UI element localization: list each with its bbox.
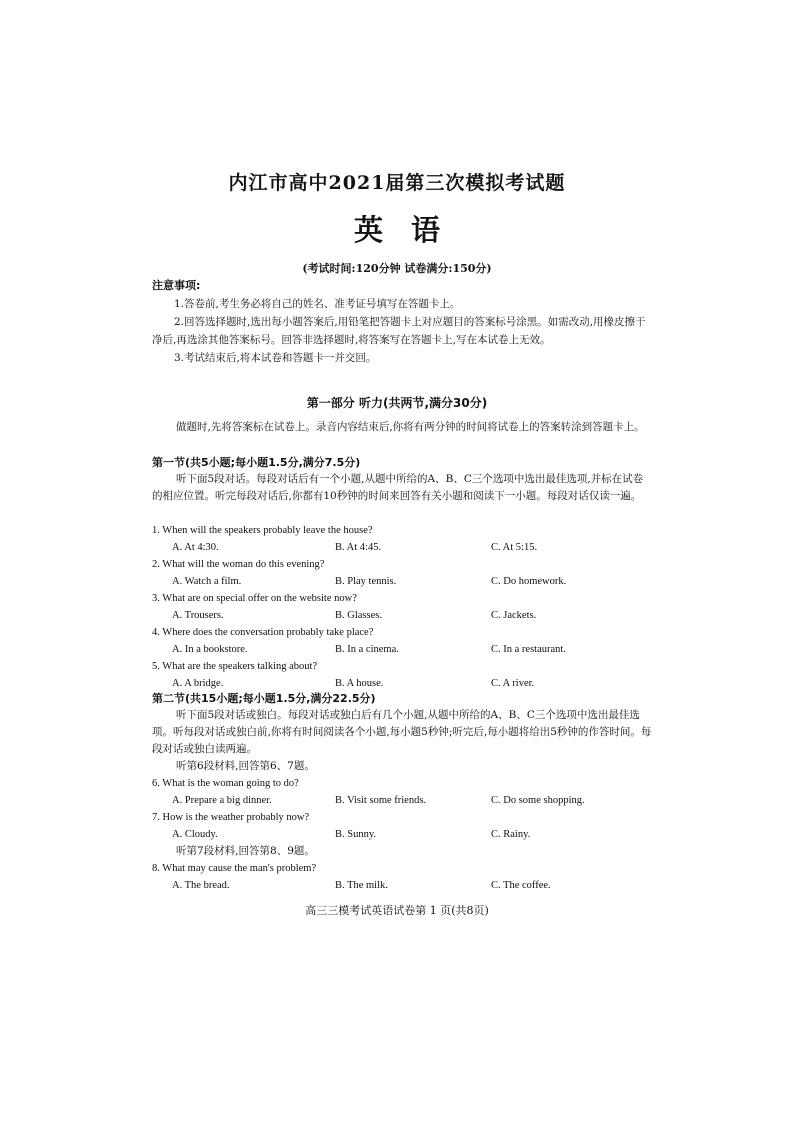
question-6: 6. What is the woman going to do? [152,778,299,789]
question-7: 7. How is the weather probably now? [152,812,310,823]
question-5: 5. What are the speakers talking about? [152,661,318,672]
question-1-options [152,539,652,556]
material-6-note: 听第6段材料,回答第6、7题。 [176,760,315,772]
notes-block [152,277,652,367]
section2-heading: 第二节(共15小题;每小题1.5分,满分22.5分) [152,692,376,705]
material-7-note: 听第7段材料,回答第8、9题。 [176,845,315,857]
option-b: B. At 4:45. [335,542,382,553]
question-3: 3. What are on special offer on the website now? [152,593,357,604]
option-a: A. At 4:30. [172,542,219,553]
question-2-options [152,573,652,590]
question-2: 2. What will the woman do this evening? [152,559,325,570]
question-6-options [152,792,652,809]
option-a: A. The bread. [172,880,230,891]
note-item: 3.考试结束后,将本试卷和答题卡一并交回。 [174,352,377,364]
option-c: C. Jackets. [491,610,537,621]
option-b: B. In a cinema. [335,644,399,655]
subject-title: 英语 [353,213,468,247]
note-item: 1.答卷前,考生务必将自己的姓名、准考证号填写在答题卡上。 [174,298,461,310]
option-b: B. Play tennis. [335,576,397,587]
option-a: A. Prepare a big dinner. [172,795,272,806]
section1-heading: 第一节(共5小题;每小题1.5分,满分7.5分) [152,456,361,469]
page-footer: 高三三模考试英语试卷第 1 页(共8页) [305,904,489,917]
option-b: B. The milk. [335,880,388,891]
exam-info: (考试时间:120分钟 试卷满分:150分) [302,262,492,275]
option-b: B. A house. [335,678,384,689]
option-c: C. A river. [491,678,535,689]
option-b: B. Sunny. [335,829,377,840]
part1-title: 第一部分 听力(共两节,满分30分) [306,396,488,410]
option-a: A. Cloudy. [172,829,218,840]
section1-description: 听下面5段对话。每段对话后有一个小题,从题中所给的A、B、C三个选项中选出最佳选项,并标在试卷的相应位置。听完每段对话后,你都有10秒钟的时间来回答有关小题和阅读下一小题。每段对话仅读一遍。 [152,473,644,502]
option-a: A. In a bookstore. [172,644,248,655]
part1-intro-text: 做题时,先将答案标在试卷上。录音内容结束后,你将有两分钟的时间将试卷上的答案转涂到答题卡上。 [176,421,645,433]
option-b: B. Visit some friends. [335,795,427,806]
question-1: 1. When will the speakers probably leave the house? [152,525,373,536]
option-c: C. At 5:15. [491,542,538,553]
notes-heading: 注意事项: [152,279,201,292]
part1-intro [152,418,652,436]
note-item: 2.回答选择题时,选出每小题答案后,用铅笔把答题卡上对应题目的答案标号涂黑。如需改动,用橡皮擦干净后,再选涂其他答案标号。回答非选择题时,将答案写在答题卡上,写在本试卷上无效。 [152,316,646,346]
question-8-options [152,877,652,894]
option-c: C. The coffee. [491,880,551,891]
option-b: B. Glasses. [335,610,382,621]
section1-questions [152,522,652,692]
question-4: 4. Where does the conversation probably take place? [152,627,374,638]
section1-block [152,454,652,505]
option-c: C. In a restaurant. [491,644,566,655]
question-3-options [152,607,652,624]
question-7-options [152,826,652,843]
option-a: A. Trousers. [172,610,224,621]
option-c: C. Do some shopping. [491,795,585,806]
section2-questions [152,775,652,894]
section2-block [152,690,652,775]
option-c: C. Rainy. [491,829,531,840]
option-c: C. Do homework. [491,576,567,587]
section2-description: 听下面5段对话或独白。每段对话或独白后有几个小题,从题中所给的A、B、C三个选项中选出最佳选项。听每段对话或独白前,你将有时间阅读各个小题,每小题5秒钟;听完后,每小题将给出5秒钟的作答时间。每段对话或独白读两遍。 [152,709,652,755]
exam-title: 内江市高中2021届第三次模拟考试题 [228,172,566,194]
option-a: A. Watch a film. [172,576,242,587]
question-8: 8. What may cause the man's problem? [152,863,317,874]
option-a: A. A bridge. [172,678,224,689]
question-4-options [152,641,652,658]
